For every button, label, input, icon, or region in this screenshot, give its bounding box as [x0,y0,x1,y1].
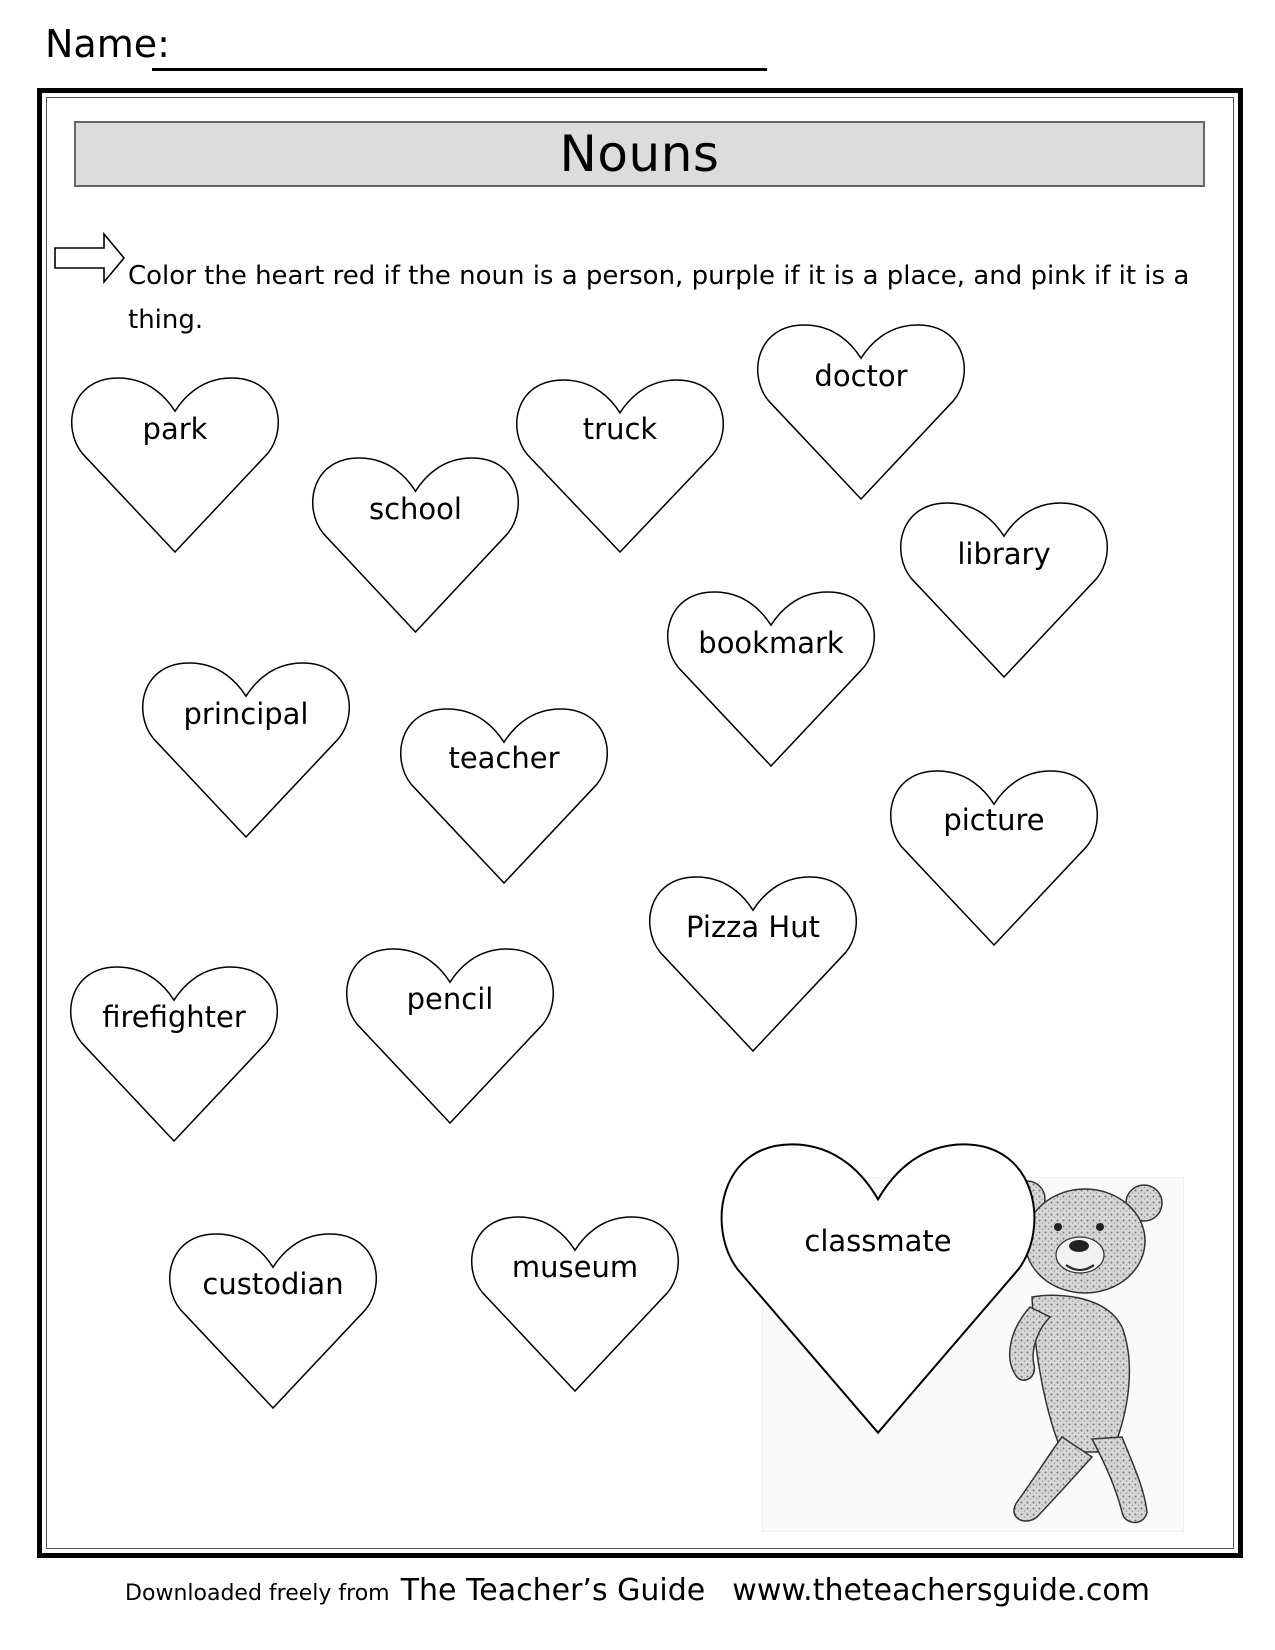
heart-word: museum [511,1250,639,1284]
heart-word: school [369,492,462,526]
heart-park[interactable] [72,373,278,554]
heart-word: Pizza Hut [686,910,820,944]
footer-site-name: The Teacher’s Guide [400,1573,706,1608]
heart-word: park [142,412,208,446]
heart-custodian[interactable] [170,1229,376,1410]
footer-prefix: Downloaded freely from [125,1581,390,1606]
heart-word: firefighter [102,1000,246,1034]
footer-credit [0,1573,1275,1608]
worksheet-title: Nouns [559,125,720,183]
heart-firefighter[interactable] [71,962,277,1143]
heart-truck[interactable] [517,375,723,554]
heart-teacher[interactable] [401,704,607,885]
heart-word: principal [183,697,309,731]
heart-word: pencil [406,982,494,1016]
heart-doctor[interactable] [758,320,964,501]
heart-school[interactable] [313,453,518,634]
heart-word: teacher [448,741,560,775]
heart-word: truck [582,412,658,446]
heart-museum[interactable] [472,1212,678,1393]
heart-principal[interactable] [143,658,349,839]
heart-classmate[interactable] [722,1136,1034,1436]
heart-word: library [957,537,1051,571]
heart-word: classmate [804,1224,952,1258]
instruction-text: Color the heart red if the noun is a person, purple if it is a place, and pink if it is a thing. [128,261,1190,335]
title-banner [74,121,1205,187]
heart-pizza-hut[interactable] [650,872,856,1053]
heart-word: doctor [814,359,908,393]
heart-word: picture [943,803,1045,837]
heart-word: custodian [202,1267,344,1301]
arrow-right-icon [54,232,126,284]
name-write-line[interactable] [152,68,767,71]
name-label: Name: [45,22,170,66]
heart-library[interactable] [901,498,1107,679]
heart-bookmark[interactable] [668,587,874,768]
footer-url: www.theteachersguide.com [732,1573,1150,1608]
heart-picture[interactable] [891,766,1097,947]
heart-pencil[interactable] [347,944,553,1125]
heart-word: bookmark [698,626,844,660]
